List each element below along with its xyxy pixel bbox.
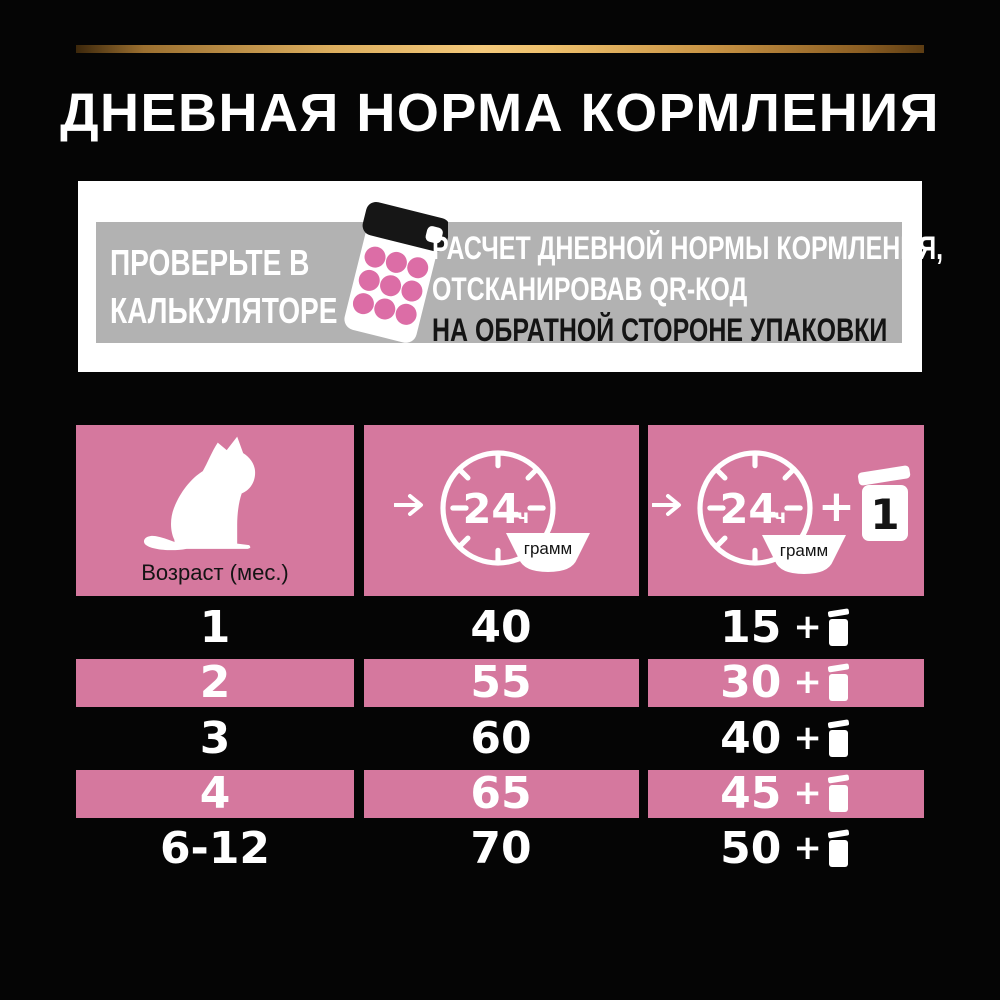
dry-grams-cell	[364, 767, 639, 819]
svg-text:24: 24	[719, 485, 778, 534]
qr-instructions-line2: ОТСКАНИРОВАВ QR-КОД	[432, 271, 748, 307]
wet-food-cell	[648, 825, 924, 873]
food-can-icon	[826, 606, 852, 648]
age-value: 1	[199, 602, 231, 653]
age-cell	[76, 825, 354, 873]
age-value: 2	[199, 657, 231, 709]
table-row	[76, 604, 924, 652]
food-can-icon	[826, 717, 852, 759]
feeding-table-header	[76, 425, 924, 596]
age-header-cell	[76, 425, 354, 596]
dry-grams-cell	[364, 712, 639, 764]
dry-grams-value: 65	[470, 767, 532, 819]
age-cell	[76, 604, 354, 652]
qr-instructions-line3: НА ОБРАТНОЙ СТОРОНЕ УПАКОВКИ	[432, 312, 888, 348]
svg-text:ч: ч	[773, 507, 787, 529]
svg-text:грамм: грамм	[779, 541, 829, 560]
check-label-line2: КАЛЬКУЛЯТОРЕ	[110, 290, 338, 331]
arrow-right-icon	[652, 493, 682, 517]
food-can-icon	[826, 827, 852, 869]
age-cell	[76, 767, 354, 819]
bowl-icon	[504, 531, 592, 575]
food-can-icon	[826, 772, 852, 814]
cat-icon	[137, 435, 294, 555]
table-row	[76, 767, 924, 819]
calculator-info-box	[78, 181, 944, 372]
age-cell	[76, 659, 354, 707]
wet-food-value: 45	[720, 767, 782, 819]
dry-grams-value: 55	[470, 657, 532, 709]
dry-food-header-cell	[364, 425, 639, 596]
dry-grams-value: 40	[470, 602, 532, 653]
food-can-icon	[826, 661, 852, 703]
age-value: 4	[199, 767, 231, 819]
dry-plus-wet-header-cell	[648, 425, 924, 596]
dry-grams-cell	[364, 659, 639, 707]
age-header-label: Возраст (мес.)	[141, 560, 289, 585]
dry-grams-value: 70	[470, 823, 532, 875]
table-row	[76, 712, 924, 764]
bowl-icon	[760, 533, 848, 577]
wet-food-value: 40	[720, 712, 782, 764]
plus-sign: +	[793, 662, 822, 703]
check-label-line1: ПРОВЕРЬТЕ В	[110, 242, 310, 283]
arrow-right-icon	[394, 493, 424, 517]
age-cell	[76, 712, 354, 764]
svg-text:грамм: грамм	[523, 539, 572, 558]
age-value: 6-12	[159, 823, 271, 875]
svg-text:24: 24	[462, 485, 520, 534]
wet-food-cell	[648, 659, 924, 707]
page-title: ДНЕВНАЯ НОРМА КОРМЛЕНИЯ	[60, 83, 940, 143]
food-can-icon	[856, 463, 914, 545]
svg-text:ч: ч	[516, 507, 530, 529]
plus-sign: +	[818, 481, 855, 532]
wet-food-cell	[648, 767, 924, 819]
wet-food-value: 50	[720, 823, 782, 875]
age-value: 3	[199, 712, 231, 764]
dry-grams-value: 60	[470, 712, 532, 764]
plus-sign: +	[793, 607, 822, 647]
qr-instructions	[432, 228, 1000, 351]
dry-grams-cell	[364, 604, 639, 652]
plus-sign: +	[793, 772, 822, 813]
feeding-table-body	[76, 604, 924, 873]
wet-food-cell	[648, 712, 924, 764]
wet-food-cell	[648, 604, 924, 652]
wet-food-value: 30	[720, 657, 782, 709]
table-row	[76, 825, 924, 873]
gold-divider	[76, 45, 924, 53]
table-row	[76, 659, 924, 707]
plus-sign: +	[793, 717, 822, 758]
svg-text:1: 1	[870, 490, 900, 539]
qr-instructions-line1: РАСЧЕТ ДНЕВНОЙ НОРМЫ КОРМЛЕНИЯ,	[432, 230, 944, 266]
plus-sign: +	[793, 828, 822, 869]
wet-food-value: 15	[720, 602, 782, 653]
dry-grams-cell	[364, 825, 639, 873]
